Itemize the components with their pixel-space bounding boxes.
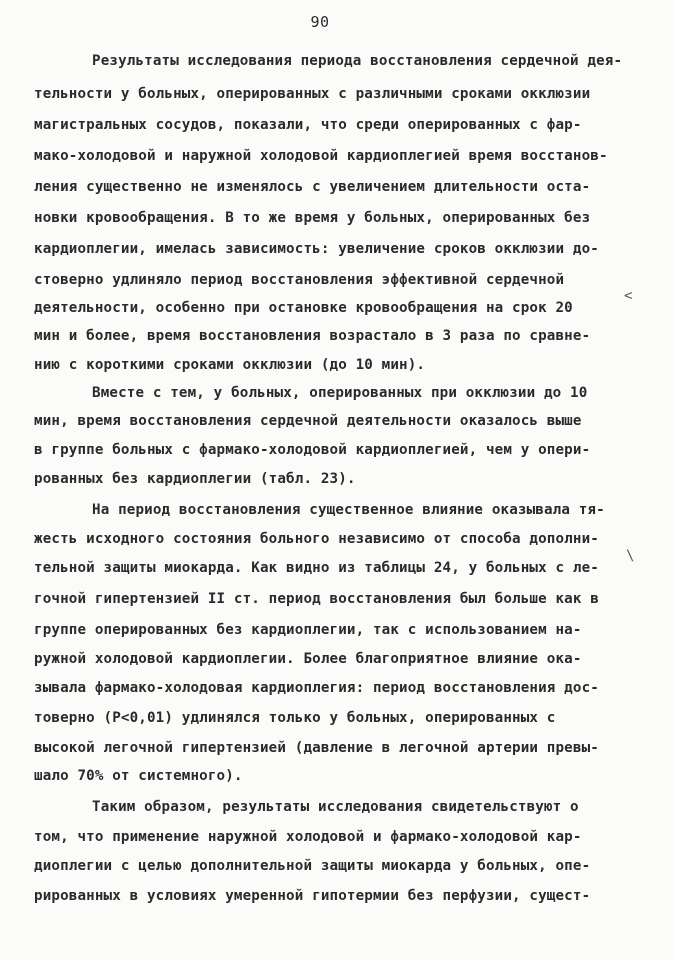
- text-line: зывала фармако-холодовая кардиоплегия: период восстановления дос-: [34, 680, 599, 696]
- text-line: Результаты исследования периода восстановления сердечной дея-: [92, 53, 623, 69]
- text-line: ления существенно не изменялось с увеличением длительности оста-: [34, 179, 591, 195]
- text-line: стоверно удлиняло период восстановления эффективной сердечной: [34, 272, 565, 288]
- text-line: кардиоплегии, имелась зависимость: увеличение сроков окклюзии до-: [34, 241, 599, 257]
- text-line: высокой легочной гипертензией (давление в легочной артерии превы-: [34, 740, 599, 756]
- text-line: мако-холодовой и наружной холодовой кардиоплегией время восстанов-: [34, 148, 608, 164]
- margin-mark: <: [624, 288, 633, 304]
- margin-mark: \: [626, 548, 635, 564]
- text-line: ружной холодовой кардиоплегии. Более благоприятное влияние ока-: [34, 651, 582, 667]
- text-line: товерно (P<0,01) удлинялся только у больных, оперированных с: [34, 710, 556, 726]
- text-line: На период восстановления существенное влияние оказывала тя-: [92, 502, 605, 518]
- text-line: тельной защиты миокарда. Как видно из таблицы 24, у больных с ле-: [34, 560, 599, 576]
- text-line: деятельности, особенно при остановке кровообращения на срок 20: [34, 300, 573, 316]
- text-line: мин и более, время восстановления возрастало в 3 раза по сравне-: [34, 328, 591, 344]
- text-line: нию с короткими сроками окклюзии (до 10 мин).: [34, 357, 426, 373]
- text-line: в группе больных с фармако-холодовой кардиоплегией, чем у опери-: [34, 442, 591, 458]
- text-line: шало 70% от системного).: [34, 768, 243, 784]
- text-line: Таким образом, результаты исследования свидетельствуют о: [92, 799, 579, 815]
- text-line: группе оперированных без кардиоплегии, так с использованием на-: [34, 622, 582, 638]
- text-line: диоплегии с целью дополнительной защиты миокарда у больных, опе-: [34, 858, 591, 874]
- text-line: новки кровообращения. В то же время у больных, оперированных без: [34, 210, 591, 226]
- text-line: гочной гипертензией II ст. период восстановления был больше как в: [34, 591, 599, 607]
- text-line: тельности у больных, оперированных с различными сроками окклюзии: [34, 86, 591, 102]
- text-line: жесть исходного состояния больного независимо от способа дополни-: [34, 531, 599, 547]
- text-line: мин, время восстановления сердечной деятельности оказалось выше: [34, 413, 582, 429]
- text-line: том, что применение наружной холодовой и фармако-холодовой кар-: [34, 829, 582, 845]
- text-line: рованных без кардиоплегии (табл. 23).: [34, 471, 356, 487]
- text-line: Вместе с тем, у больных, оперированных при окклюзии до 10: [92, 385, 588, 401]
- text-line: рированных в условиях умеренной гипотермии без перфузии, сущест-: [34, 888, 591, 904]
- page-number: 90: [310, 13, 330, 31]
- text-line: магистральных сосудов, показали, что среди оперированных с фар-: [34, 117, 582, 133]
